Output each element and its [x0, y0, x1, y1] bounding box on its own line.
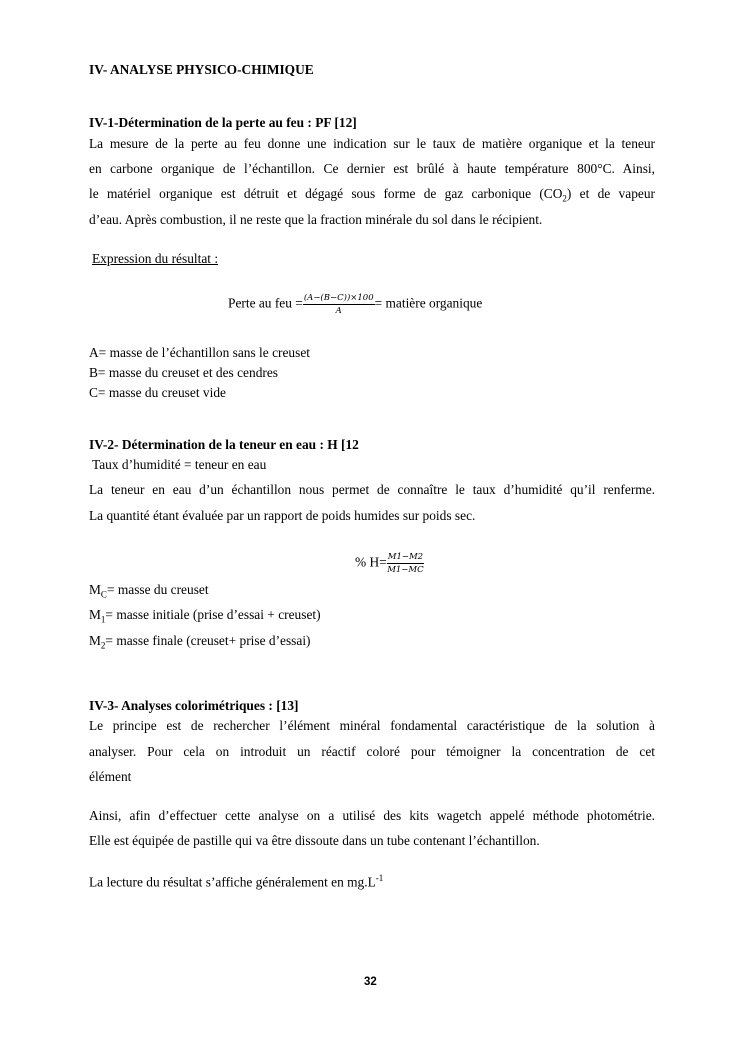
- formula-denominator: M1−MC: [387, 565, 424, 575]
- definition-mc: [89, 582, 209, 600]
- paragraph-line: d’eau. Après combustion, il ne reste que la fraction minérale du sol dans le récipient.: [89, 212, 543, 227]
- paragraph-line: Elle est équipée de pastille qui va être dissoute dans un tube contenant l’échantillon.: [89, 833, 540, 848]
- subscript: 2: [562, 193, 567, 204]
- paragraph-line: Ainsi, afin d’effectuer cette analyse on a utilisé des kits wagetch appelé méthode photométrie.: [89, 808, 655, 823]
- text-run: La lecture du résultat s’affiche généralement en mg.L: [89, 874, 376, 890]
- text-run: = masse du creuset: [106, 582, 209, 597]
- formula-numerator: (A−(B−C))×100: [303, 293, 374, 303]
- definition-m2: [89, 633, 311, 651]
- paragraph-line: analyser. Pour cela on introduit un réactif coloré pour témoigner la concentration de cet: [89, 744, 655, 759]
- page-number: 32: [364, 976, 377, 988]
- subscript: 1: [100, 614, 106, 625]
- paragraph-line: [89, 873, 383, 890]
- definition-m1: [89, 607, 321, 625]
- text-run: M: [89, 582, 101, 597]
- paragraph-line: La mesure de la perte au feu donne une indication sur le taux de matière organique et la teneur: [89, 136, 655, 151]
- subheading-humidite: Taux d’humidité = teneur en eau: [92, 457, 267, 472]
- section-title: IV- ANALYSE PHYSICO-CHIMIQUE: [89, 62, 314, 77]
- formula-perte-au-feu: [228, 292, 482, 317]
- formula-rhs: = matière organique: [374, 295, 483, 311]
- paragraph-line: La teneur en eau d’un échantillon nous permet de connaître le taux d’humidité qu’il renferme.: [89, 482, 655, 497]
- formula-humidite: [355, 551, 424, 576]
- formula-lhs: % H=: [355, 554, 387, 570]
- formula-fraction: [303, 292, 375, 317]
- formula-numerator: M1−M2: [387, 552, 424, 562]
- superscript: -1: [375, 873, 384, 883]
- paragraph-line: Le principe est de rechercher l’élément minéral fondamental caractéristique de la solution à: [89, 718, 655, 733]
- definition-c: C= masse du creuset vide: [89, 385, 226, 400]
- formula-fraction: [387, 551, 424, 576]
- text-run: = masse initiale (prise d’essai + creuset): [105, 607, 321, 622]
- formula-lhs: Perte au feu =: [228, 295, 303, 311]
- formula-denominator: A: [335, 306, 342, 316]
- text-run: ) et de vapeur: [566, 186, 655, 201]
- heading-teneur-en-eau: IV-2- Détermination de la teneur en eau : H [12: [89, 437, 359, 452]
- subscript: 2: [100, 640, 106, 651]
- text-run: M: [89, 633, 101, 648]
- paragraph-line: [89, 186, 655, 204]
- paragraph-line: La quantité étant évaluée par un rapport de poids humides sur poids sec.: [89, 508, 476, 523]
- heading-perte-au-feu: IV-1-Détermination de la perte au feu : PF [12]: [89, 115, 357, 130]
- subscript: C: [100, 589, 107, 600]
- paragraph-line: élément: [89, 769, 132, 784]
- expression-label: Expression du résultat :: [92, 251, 219, 266]
- heading-colorimetrie: IV-3- Analyses colorimétriques : [13]: [89, 698, 299, 713]
- text-run: le matériel organique est détruit et dégagé sous forme de gaz carbonique (CO: [89, 186, 563, 201]
- definition-b: B= masse du creuset et des cendres: [89, 365, 279, 380]
- definition-a: A= masse de l’échantillon sans le creuset: [89, 345, 310, 360]
- paragraph-line: en carbone organique de l’échantillon. Ce dernier est brûlé à haute température 800°C. Ainsi,: [89, 161, 655, 176]
- text-run: = masse finale (creuset+ prise d’essai): [105, 633, 311, 648]
- text-run: M: [89, 607, 101, 622]
